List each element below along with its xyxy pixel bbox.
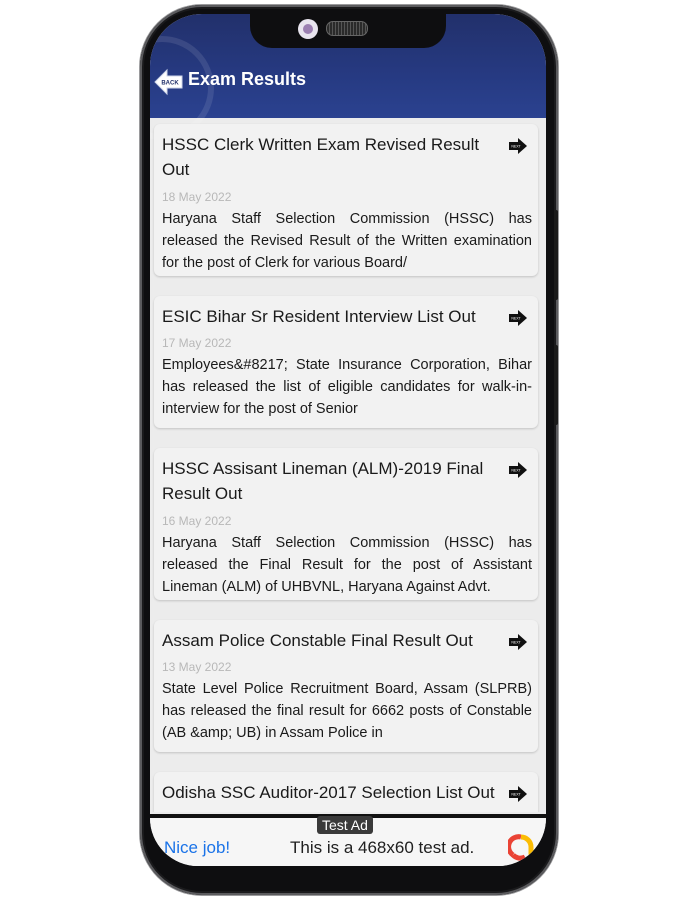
result-description: Employees&#8217; State Insurance Corporation, Bihar has released the list of eligible candidates for walk-in-interview for the post of Senior	[162, 357, 532, 417]
next-arrow-icon[interactable]	[508, 634, 528, 650]
result-card[interactable]	[154, 448, 538, 600]
result-title: Assam Police Constable Final Result Out	[162, 631, 473, 650]
svg-text:NEXT: NEXT	[511, 640, 521, 645]
result-card[interactable]	[154, 124, 538, 276]
result-date: 18 May 2022	[162, 190, 232, 204]
camera-icon	[298, 19, 318, 39]
result-description: Haryana Staff Selection Commission (HSSC) has released the Final Result for the post of Assistant Lineman (ALM) of UHBVNL, Haryana Against Advt.	[162, 535, 532, 595]
result-card[interactable]	[154, 620, 538, 752]
result-title: HSSC Clerk Written Exam Revised Result Out	[162, 135, 480, 179]
phone-power-button	[554, 345, 558, 425]
phone-volume-button	[554, 210, 558, 300]
svg-text:NEXT: NEXT	[511, 792, 521, 797]
result-date: 16 May 2022	[162, 514, 232, 528]
back-label: BACK	[161, 80, 179, 87]
ad-banner[interactable]	[150, 814, 546, 866]
page-title: Exam Results	[188, 69, 307, 89]
next-arrow-icon[interactable]	[508, 786, 528, 802]
result-title: ESIC Bihar Sr Resident Interview List Out	[162, 307, 476, 326]
next-arrow-icon[interactable]	[508, 310, 528, 326]
svg-text:NEXT: NEXT	[511, 144, 521, 149]
svg-text:NEXT: NEXT	[511, 468, 521, 473]
admob-logo-icon	[508, 834, 534, 862]
next-arrow-icon[interactable]	[508, 138, 528, 154]
results-list[interactable]	[150, 118, 546, 812]
svg-text:NEXT: NEXT	[511, 316, 521, 321]
back-button[interactable]	[154, 67, 184, 97]
speaker-grille	[326, 21, 368, 36]
result-date: 13 May 2022	[162, 660, 232, 674]
result-card[interactable]	[154, 772, 538, 812]
back-arrow-icon	[154, 67, 184, 97]
ad-label: Test Ad	[317, 816, 373, 834]
ad-headline[interactable]: Nice job!	[164, 838, 231, 857]
ad-text[interactable]: This is a 468x60 test ad.	[290, 838, 475, 857]
result-date: 17 May 2022	[162, 336, 232, 350]
app-header	[150, 14, 546, 118]
result-title: HSSC Assisant Lineman (ALM)-2019 Final Result Out	[162, 459, 484, 503]
result-description: Haryana Staff Selection Commission (HSSC) has released the Revised Result of the Written examination for the post of Clerk for various Board/	[162, 211, 532, 271]
app-screen	[150, 14, 546, 866]
next-arrow-icon[interactable]	[508, 462, 528, 478]
phone-notch	[250, 14, 446, 48]
result-title: Odisha SSC Auditor-2017 Selection List Out	[162, 783, 495, 802]
result-card[interactable]	[154, 296, 538, 428]
result-description: State Level Police Recruitment Board, Assam (SLPRB) has released the final result for 6662 posts of Constable (AB &amp; UB) in Assam Police in	[162, 681, 532, 741]
